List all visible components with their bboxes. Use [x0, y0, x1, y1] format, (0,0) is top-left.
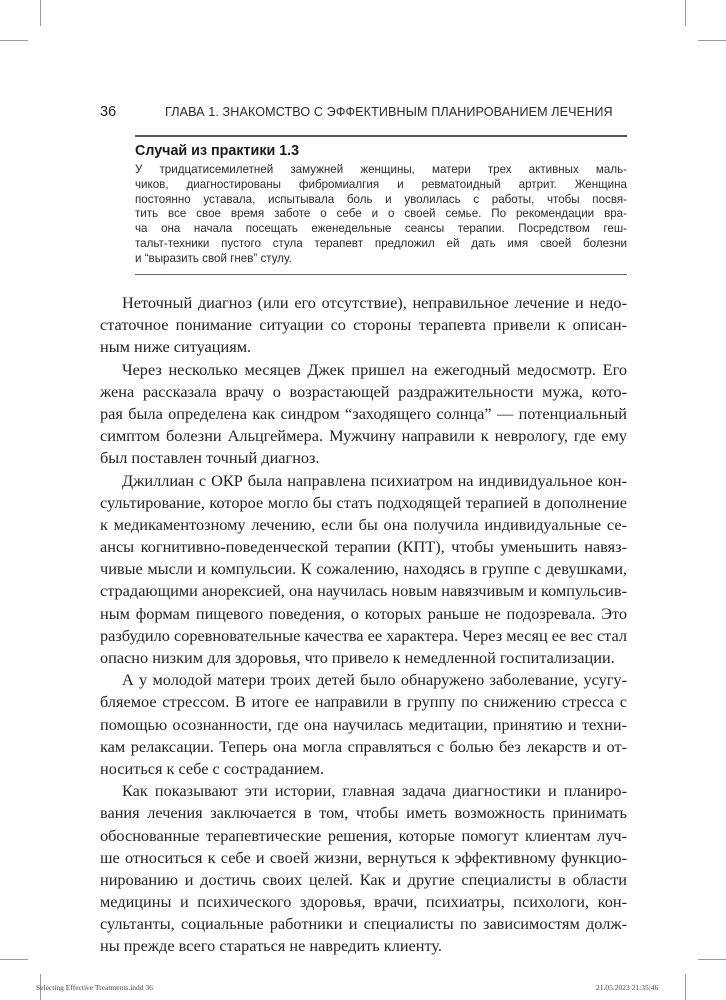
crop-mark: [685, 0, 686, 26]
body-line: ным ниже ситуациям.: [100, 337, 252, 357]
case-study-line: тить все свое время заботе о себе и о своей семье. По рекомендации вра-: [135, 207, 627, 221]
body-line: кам релаксации. Теперь она могла справляться с болью без лекарств и от-: [100, 736, 627, 756]
body-line: опасно низким для здоровья, что привело к немедленной госпитализации.: [100, 648, 615, 667]
body-line: Неточный диагноз (или его отсутствие), неправильное лечение и недо-: [122, 293, 627, 312]
case-study-line: У тридцатисемилетней замужней женщины, матери трех активных маль-: [135, 163, 627, 176]
case-study-text: [135, 163, 627, 267]
case-study-title: Случай из практики 1.3: [135, 143, 300, 159]
case-study-line: чиков, диагностированы фибромиалгия и ревматоидный артрит. Женщина: [135, 177, 627, 191]
body-line: бляемое стрессом. В итоге ее направили в группу по снижению стресса с: [100, 692, 627, 712]
body-line: чивые мысли и компульсии. К сожалению, находясь в группе с девушками,: [100, 559, 627, 579]
body-line: нированию и достичь своих целей. Как и другие специалисты в области: [100, 869, 627, 889]
body-line: рая была определена как синдром “заходящего солнца” — потенциальный: [100, 403, 627, 423]
body-line: обоснованные терапевтические решения, которые помогут клиентам луч-: [100, 825, 627, 845]
body-line: ше относиться к себе и своей жизни, вернуться к эффективному функцио-: [100, 847, 627, 867]
body-line: симптом болезни Альцгеймера. Мужчину направили к неврологу, где ему: [100, 426, 627, 446]
body-line: статочное понимание ситуации со стороны терапевта привели к описан-: [100, 315, 627, 335]
body-line: Джиллиан с ОКР была направлена психиатром на индивидуальное кон-: [122, 470, 627, 490]
box-bottom-rule: [135, 274, 627, 275]
body-line: А у молодой матери троих детей было обнаружено заболевание, усугу-: [122, 670, 627, 690]
footer-file-name: Selecting Effective Treatments.indd 36: [36, 983, 153, 992]
page-header: [100, 104, 626, 124]
body-line: жена рассказала врачу о возрастающей раздражительности мужа, кото-: [100, 381, 627, 401]
running-head: ГЛАВА 1. ЗНАКОМСТВО С ЭФФЕКТИВНЫМ ПЛАНИРОВАНИЕМ ЛЕЧЕНИЯ: [165, 105, 613, 119]
body-line: вания лечения заключается в том, чтобы иметь возможность принимать: [100, 803, 627, 823]
crop-mark: [0, 959, 28, 960]
body-line: разбудило соревновательные качества ее характера. Через месяц ее вес стал: [100, 625, 627, 645]
crop-mark: [698, 40, 726, 41]
body-line: ны прежде всего стараться не навредить клиенту.: [100, 936, 442, 956]
crop-mark: [40, 0, 41, 26]
crop-mark: [685, 974, 686, 1000]
box-top-rule: [135, 135, 627, 137]
body-line: ансы когнитивно-поведенческой терапии (КПТ), чтобы уменьшить навяз-: [100, 537, 627, 557]
case-study-line: тальт-техники пустого стула терапевт предложил ей дать имя своей болезни: [135, 236, 627, 250]
case-study-box: [135, 135, 627, 275]
body-line: к медикаментозному лечению, если бы она получила индивидуальные се-: [100, 514, 627, 534]
body-line: ным формам пищевого поведения, о которых раньше не подозревала. Это: [100, 603, 627, 623]
case-study-line: и “выразить свой гнев” стулу.: [135, 251, 292, 265]
body-line: сультанты, социальные работники и специалисты по зависимостям долж-: [100, 914, 627, 934]
crop-mark: [698, 959, 726, 960]
body-line: медицины и психического здоровья, врачи, психиатры, психологи, кон-: [100, 892, 627, 912]
body-line: носиться к себе с состраданием.: [100, 758, 325, 778]
body-line: был поставлен точный диагноз.: [100, 448, 320, 468]
case-study-line: ча она начала посещать еженедельные сеансы терапии. Посредством геш-: [135, 222, 627, 236]
body-line: помощью осознанности, где она научилась медитации, принятию и техни-: [100, 714, 627, 734]
body-line: сультирование, которое могло бы стать подходящей терапией в дополнение: [100, 492, 627, 512]
crop-mark: [0, 40, 28, 41]
case-study-line: постоянно уставала, испытывала боль и уволилась с работы, чтобы посвя-: [135, 192, 627, 206]
body-line: Как показывают эти истории, главная задача диагностики и планиро-: [122, 781, 627, 801]
body-text: [100, 292, 627, 958]
body-line: Через несколько месяцев Джек пришел на ежегодный медосмотр. Его: [122, 359, 627, 379]
body-line: страдающими анорексией, она научилась новым навязчивым и компульсив-: [100, 581, 627, 601]
page-number: 36: [100, 104, 117, 120]
footer-date: 21.05.2023 21:35:46: [596, 983, 659, 992]
